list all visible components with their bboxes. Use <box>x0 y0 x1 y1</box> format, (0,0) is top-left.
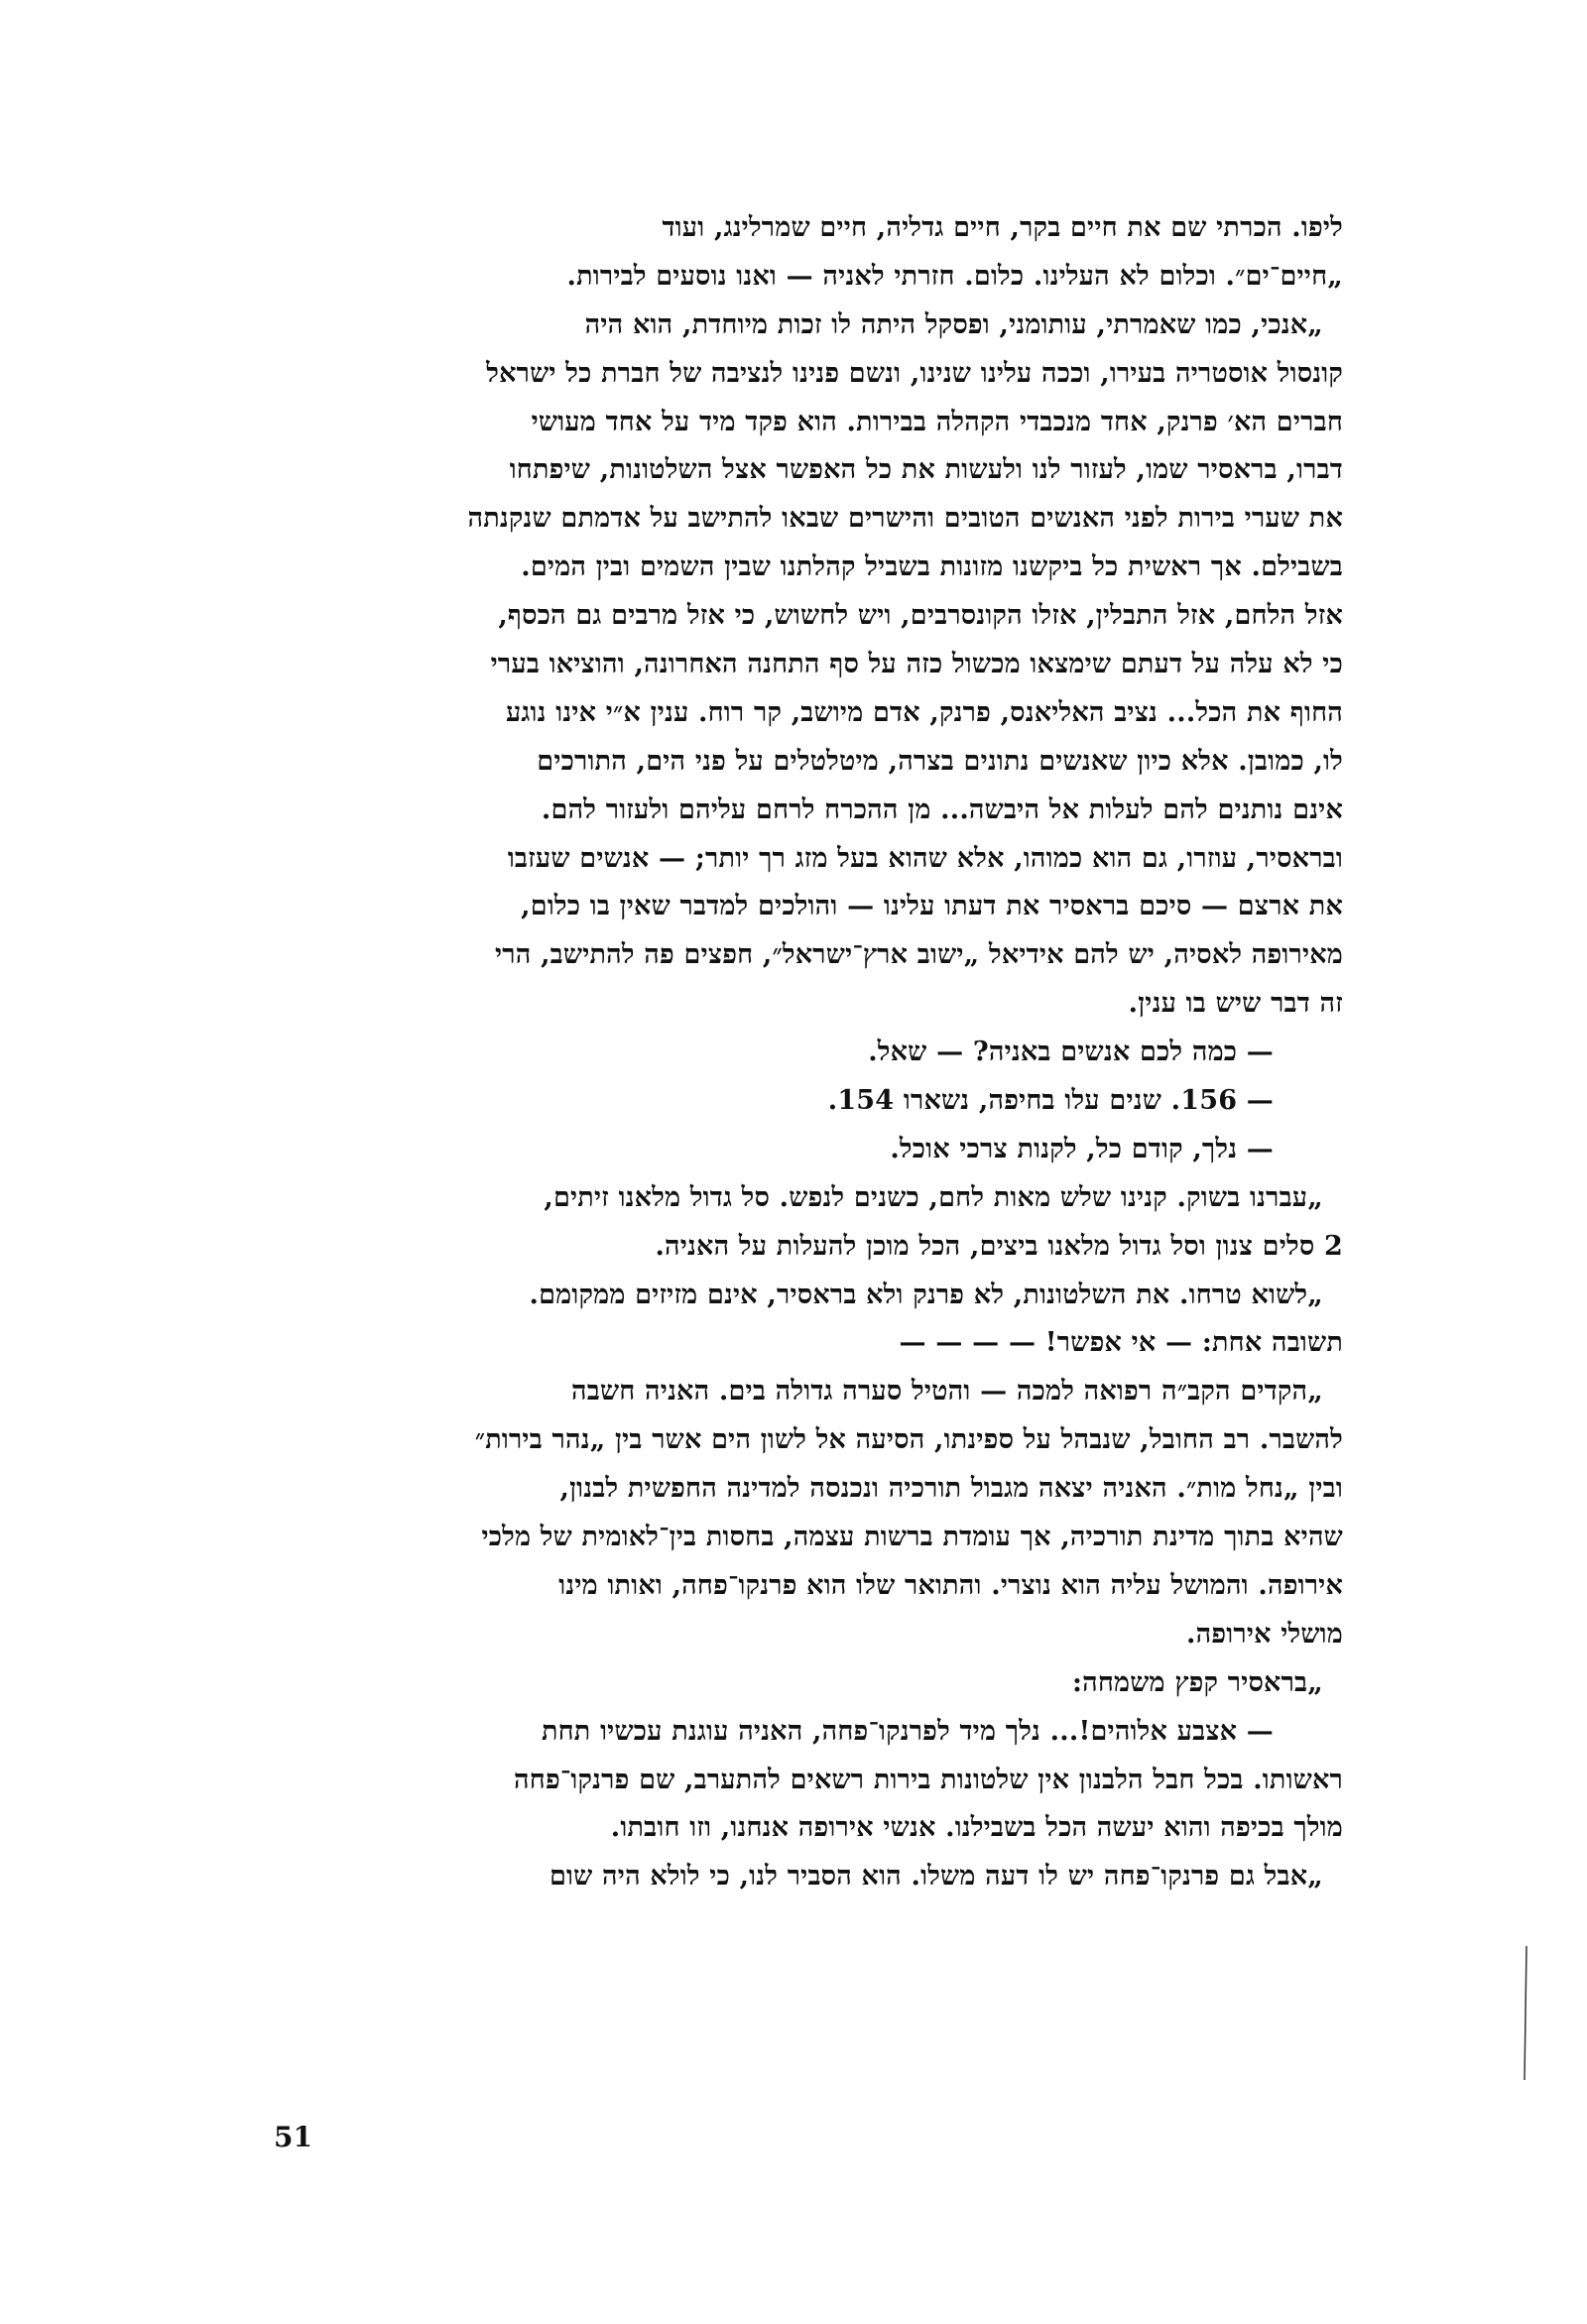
page-number: 51 <box>274 2121 312 2153</box>
text-line: „בראסיר קפץ משמחה: <box>1071 1666 1323 1698</box>
text-line: להשבר. רב החובל, שנבהל על ספינתו, הסיעה אל לשון הים אשר בין „נהר בירות״ <box>474 1424 1343 1456</box>
text-line: אינם נותנים להם לעלות אל היבשה... מן ההכרח לרחם עליהם ולעזור להם. <box>541 794 1343 825</box>
text-line: לו, כמובן. אלא כיון שאנשים נתונים בצרה, מיטלטלים על פני הים, התורכים <box>537 745 1343 777</box>
text-line: ראשותו. בכל חבל הלבנון אין שלטונות בירות רשאים להתערב, שם פרנקו־פחה <box>514 1764 1343 1795</box>
text-line: „לשוא טרחו. את השלטונות, לא פרנק ולא בראסיר, אינם מזיזים ממקומם. <box>529 1279 1323 1310</box>
text-line: מושלי אירופה. <box>1186 1618 1343 1650</box>
text-line: בשבילם. אך ראשית כל ביקשנו מזונות בשביל קהלתנו שבין השמים ובין המים. <box>521 551 1343 583</box>
text-line: — כמה לכם אנשים באניה? — שאל. <box>868 1037 1274 1068</box>
text-line: אירופה. והמושל עליה הוא נוצרי. והתואר שלו הוא פרנקו־פחה, ואותו מינו <box>558 1569 1343 1601</box>
text-line: את ארצם — סיכם בראסיר את דעתו עלינו — והולכים למדבר שאין בו כלום, <box>521 891 1343 922</box>
body-text <box>274 204 1343 1901</box>
text-line: — אצבע אלוהים!... נלך מיד לפרנקו־פחה, האניה עוגנת עכשיו תחת <box>541 1715 1274 1747</box>
text-line: ובראסיר, עוזרו, גם הוא כמוהו, אלא שהוא בעל מזג רך יותר; — אנשים שעזבו <box>507 842 1343 874</box>
text-line: „הקדים הקב״ה רפואה למכה — והטיל סערה גדולה בים. האניה חשבה <box>571 1376 1323 1407</box>
text-line: „חיים־ים״. וכלום לא העלינו. כלום. חזרתי לאניה — ואנו נוסעים לבירות. <box>566 260 1343 292</box>
text-line: את שערי בירות לפני האנשים הטובים והישרים שבאו להתישב על אדמתם שנקנתה <box>467 503 1343 535</box>
text-line: „אבל גם פרנקו־פחה יש לו דעה משלו. הוא הסביר לנו, כי לולא היה שום <box>549 1861 1323 1893</box>
text-line: ליפו. הכרתי שם את חיים בקר, חיים גדליה, חיים שמרלינג, ועוד <box>662 212 1343 243</box>
text-line: 2 סלים צנון וסל גדול מלאנו ביצים, הכל מוכן להעלות על האניה. <box>655 1230 1343 1262</box>
text-line: קונסול אוסטריה בעירו, וככה עלינו שנינו, ונשם פנינו לנציבה של חברת כל ישראל <box>486 357 1343 389</box>
text-line: מולך בכיפה והוא יעשה הכל בשבילנו. אנשי אירופה אנחנו, וזו חובתו. <box>610 1812 1343 1844</box>
text-line: — נלך, קודם כל, לקנות צרכי אוכל. <box>890 1133 1274 1164</box>
text-line: תשובה אחת: — אי אפשר! — — — — <box>899 1327 1343 1359</box>
text-line: אזל הלחם, אזל התבלין, אזלו הקונסרבים, ויש לחשוש, כי אזל מרבים גם הכסף, <box>498 600 1343 632</box>
text-line: דברו, בראסיר שמו, לעזור לנו ולעשות את כל האפשר אצל השלטונות, שיפתחו <box>509 454 1343 486</box>
text-line: החוף את הכל... נציב האליאנס, פרנק, אדם מיושב, קר רוח. ענין א״י אינו נוגע <box>505 696 1343 728</box>
text-line: חברים הא׳ פרנק, אחד מנכבדי הקהלה בבירות. הוא פקד מיד על אחד מעושי <box>531 406 1343 437</box>
text-line: ובין „נחל מות״. האניה יצאה מגבול תורכיה ונכנסה למדינה החפשית לבנון, <box>559 1473 1343 1505</box>
margin-pencil-mark <box>1524 1946 1527 2080</box>
text-line: „אנכי, כמו שאמרתי, עותומני, ופסקל היתה לו זכות מיוחדת, הוא היה <box>584 308 1323 340</box>
text-line: שהיא בתוך מדינת תורכיה, אך עומדת ברשות עצמה, בחסות בין־לאומית של מלכי <box>481 1522 1343 1553</box>
text-line: זה דבר שיש בו ענין. <box>1128 988 1343 1020</box>
text-line: — 156. שנים עלו בחיפה, נשארו 154. <box>827 1085 1274 1117</box>
text-line: „עברנו בשוק. קנינו שלש מאות לחם, כשנים לנפש. סל גדול מלאנו זיתים, <box>544 1181 1323 1213</box>
text-line: כי לא עלה על דעתם שימצאו מכשול כזה על סף התחנה האחרונה, והוציאו בערי <box>490 649 1343 680</box>
text-line: מאירופה לאסיה, יש להם אידיאל „ישוב ארץ־ישראל״, חפצים פה להתישב, הרי <box>495 939 1343 971</box>
